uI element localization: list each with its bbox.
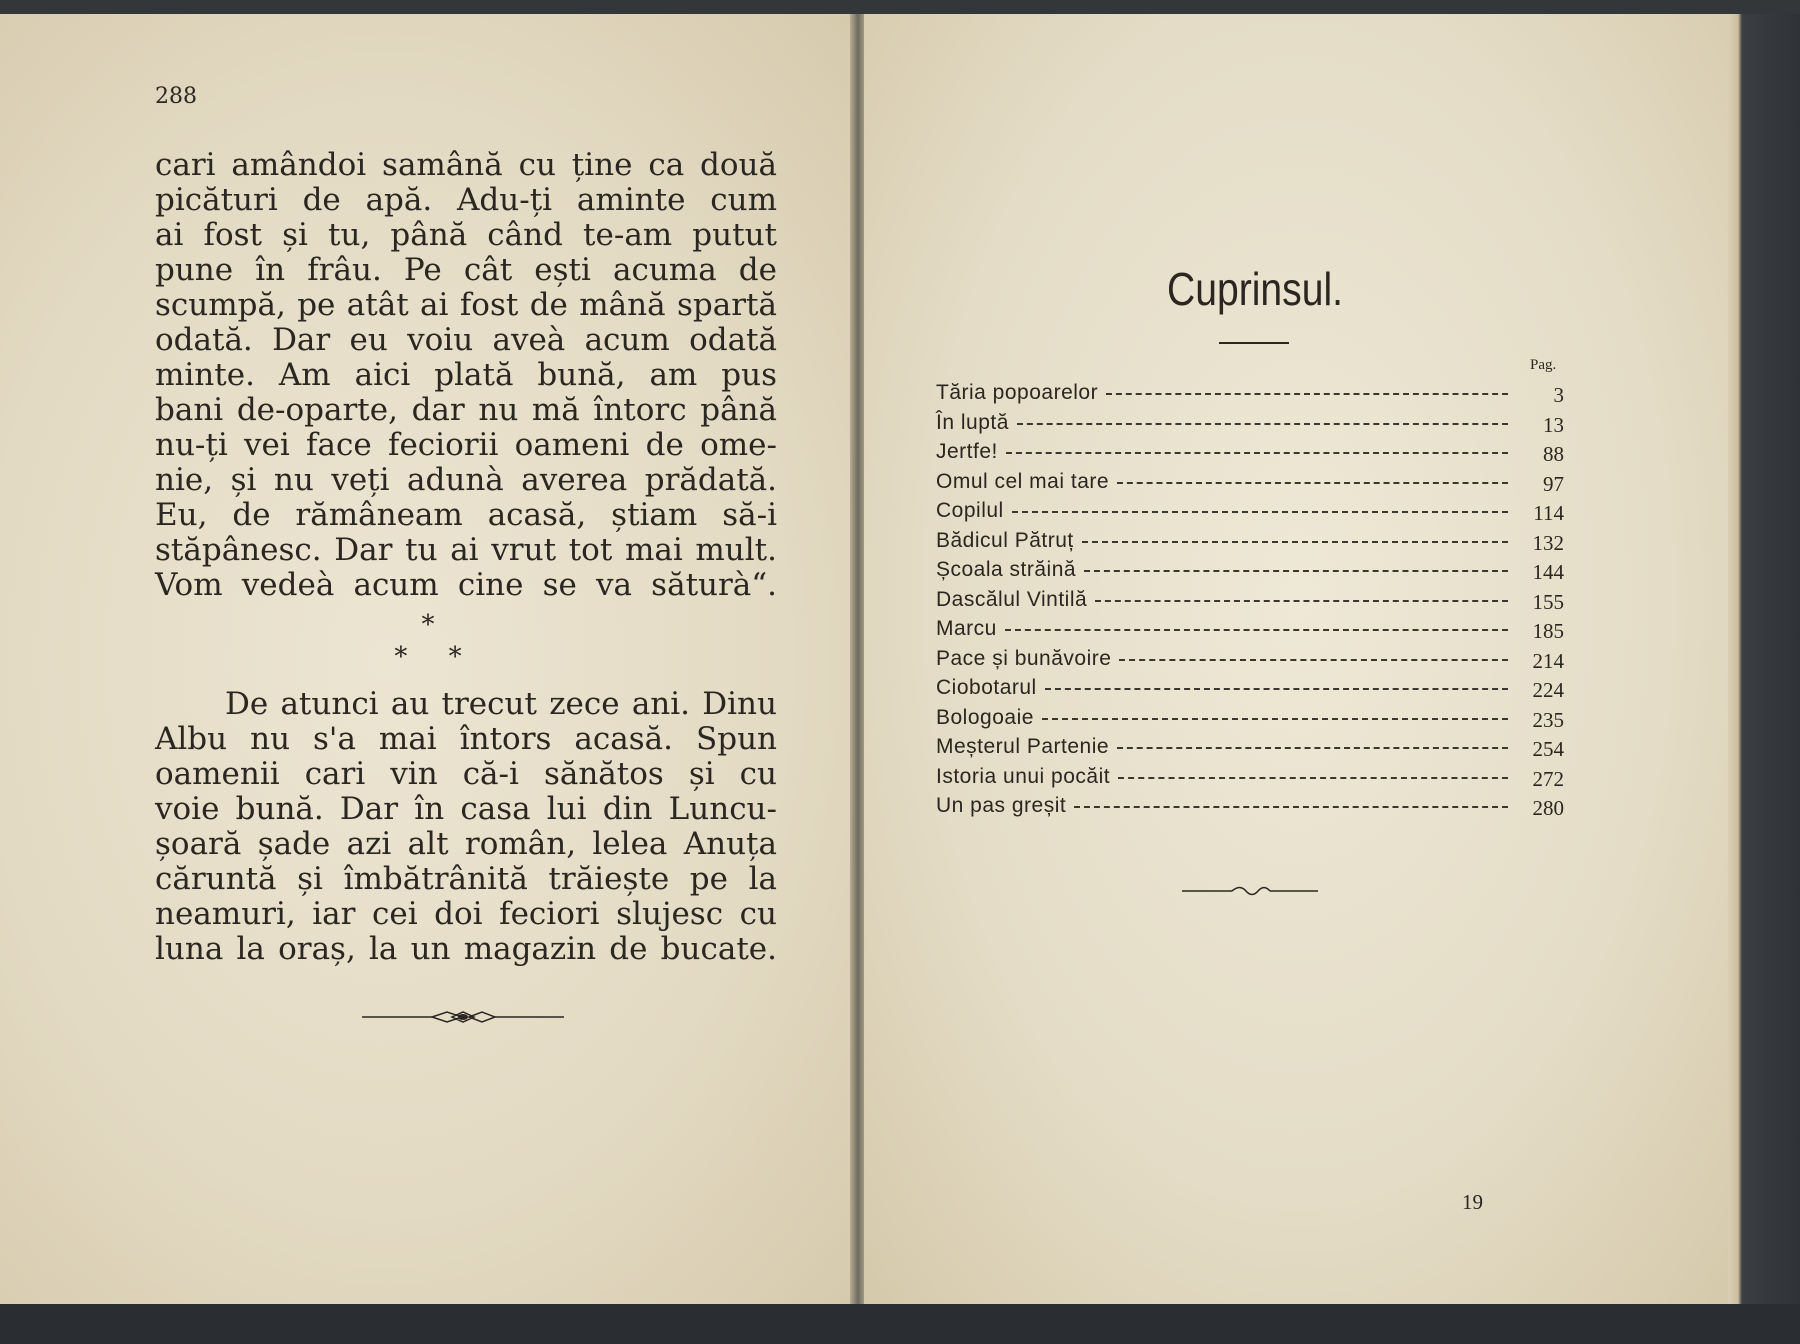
separator-star-top: * [421,610,435,640]
toc-entry-title: În luptă [936,410,1009,434]
text-line: căruntă și îmbătrânită trăiește pe la [155,861,777,897]
text-line: picături de apă. Adu-ți aminte cum [155,182,777,218]
toc-entry-title: Marcu [936,617,997,640]
dotted-leader [1005,629,1508,631]
text-line: cari amândoi samână cu ține ca două [155,147,777,183]
dotted-leader [1017,423,1508,425]
text-line: Albu nu s'a mai întors acasă. Spun [155,721,777,757]
toc-entry-title: Un pas greșit [936,794,1067,817]
text-line: Eu, de rămâneam acasă, știam să-i [155,497,777,533]
pag-label: Pag. [1530,357,1557,373]
scanner-edge-bottom [0,1304,1800,1344]
page-number-right: 19 [1462,1190,1483,1214]
text-line: neamuri, iar cei doi feciori slujesc cu [155,896,777,932]
toc-entry-page: 155 [1532,589,1564,614]
toc-entry-page: 3 [1553,383,1564,407]
end-ornament-left [362,1010,564,1024]
toc-entry [936,616,1564,646]
dotted-leader [1117,482,1508,484]
text-line: luna la oraș, la un magazin de bucate. [155,931,777,967]
left-page [0,14,856,1306]
dotted-leader [1119,659,1508,661]
toc-entry-title: Pace și bunăvoire [936,646,1112,670]
text-line: minte. Am aici plată bună, am pus [155,357,777,393]
toc-entry [936,557,1564,587]
paragraph-2 [155,687,777,967]
toc-entry-title: Copilul [936,499,1004,522]
toc-entry-page: 132 [1532,530,1564,555]
text-line: Vom vedeà acum cine se va săturà“. [155,567,777,603]
book-cover-edge [1728,14,1800,1306]
toc-entry-page: 185 [1532,619,1564,643]
toc-entry-title: Bădicul Pătruț [936,528,1074,552]
dotted-leader [1082,541,1508,543]
text-line: voie bună. Dar în casa lui din Luncu- [155,791,777,827]
toc-entry-title: Dascălul Vintilă [936,587,1088,611]
toc-entry-page: 114 [1533,501,1564,525]
toc-entry [936,734,1564,764]
text-line: șoară șade azi alt român, lelea Anuța [155,826,777,862]
toc-entry [936,764,1564,794]
toc-entry [936,528,1564,558]
toc-entry [936,380,1564,410]
toc-entry-page: 214 [1532,648,1564,673]
toc-entry-title: Ciobotarul [936,676,1037,699]
text-line: nie, și nu veți adunà averea prădată. [155,462,777,498]
dotted-leader [1012,511,1508,513]
toc-entry-page: 272 [1532,766,1564,791]
toc-entry-page: 280 [1532,796,1564,820]
toc-entry [936,469,1564,499]
toc-entry-page: 88 [1543,442,1564,466]
text-line: pune în frâu. Pe cât ești acuma de [155,252,777,288]
title-rule [1219,342,1289,344]
text-line: scumpă, pe atât ai fost de mână spartă [155,287,777,323]
toc-entry-title: Școala străină [936,558,1077,581]
toc-entry-title: Omul cel mai tare [936,469,1110,493]
toc-entry-title: Istoria unui pocăit [936,764,1111,788]
toc-entry-title: Jertfe! [936,440,998,463]
text-line: ai fost și tu, până când te-am putut [155,217,777,253]
text-line: De atunci au trecut zece ani. Dinu [225,686,777,722]
toc-entry-page: 254 [1532,737,1564,761]
paragraph-1 [155,148,777,603]
toc-entry [936,793,1564,823]
dotted-leader [1045,688,1508,690]
toc-entry-title: Tăria popoarelor [936,381,1099,404]
toc-entry [936,587,1564,617]
toc-entry [936,675,1564,705]
end-ornament-right [1182,884,1318,898]
toc-entry-page: 144 [1532,560,1564,584]
table-of-contents [936,380,1564,823]
dotted-leader [1074,806,1508,808]
text-line: bani de-oparte, dar nu mă întorc până [155,392,777,428]
dotted-leader [1117,747,1508,749]
toc-entry-page: 97 [1543,471,1564,496]
separator-stars-bottom: * * [394,642,462,672]
text-line: oamenii cari vin că-i sănătos și cu [155,756,777,792]
toc-entry [936,439,1564,469]
dotted-leader [1084,570,1508,572]
dotted-leader [1042,718,1508,720]
toc-title: Cuprinsul. [1166,263,1344,315]
toc-entry [936,705,1564,735]
dotted-leader [1118,777,1508,779]
toc-entry-page: 224 [1532,678,1564,702]
toc-entry [936,410,1564,440]
toc-entry [936,646,1564,676]
toc-entry-title: Bologoaie [936,705,1034,729]
text-line: nu-ți vei face feciorii oameni de ome- [155,427,777,463]
toc-entry-page: 13 [1543,412,1564,437]
dotted-leader [1095,600,1508,602]
dotted-leader [1106,393,1508,395]
toc-entry-page: 235 [1532,707,1564,732]
dotted-leader [1006,452,1508,454]
toc-entry [936,498,1564,528]
text-line: stăpânesc. Dar tu ai vrut tot mai mult. [155,532,777,568]
toc-entry-title: Meșterul Partenie [936,735,1110,758]
text-line: odată. Dar eu voiu aveà acum odată [155,322,777,358]
page-number-left: 288 [155,84,197,109]
